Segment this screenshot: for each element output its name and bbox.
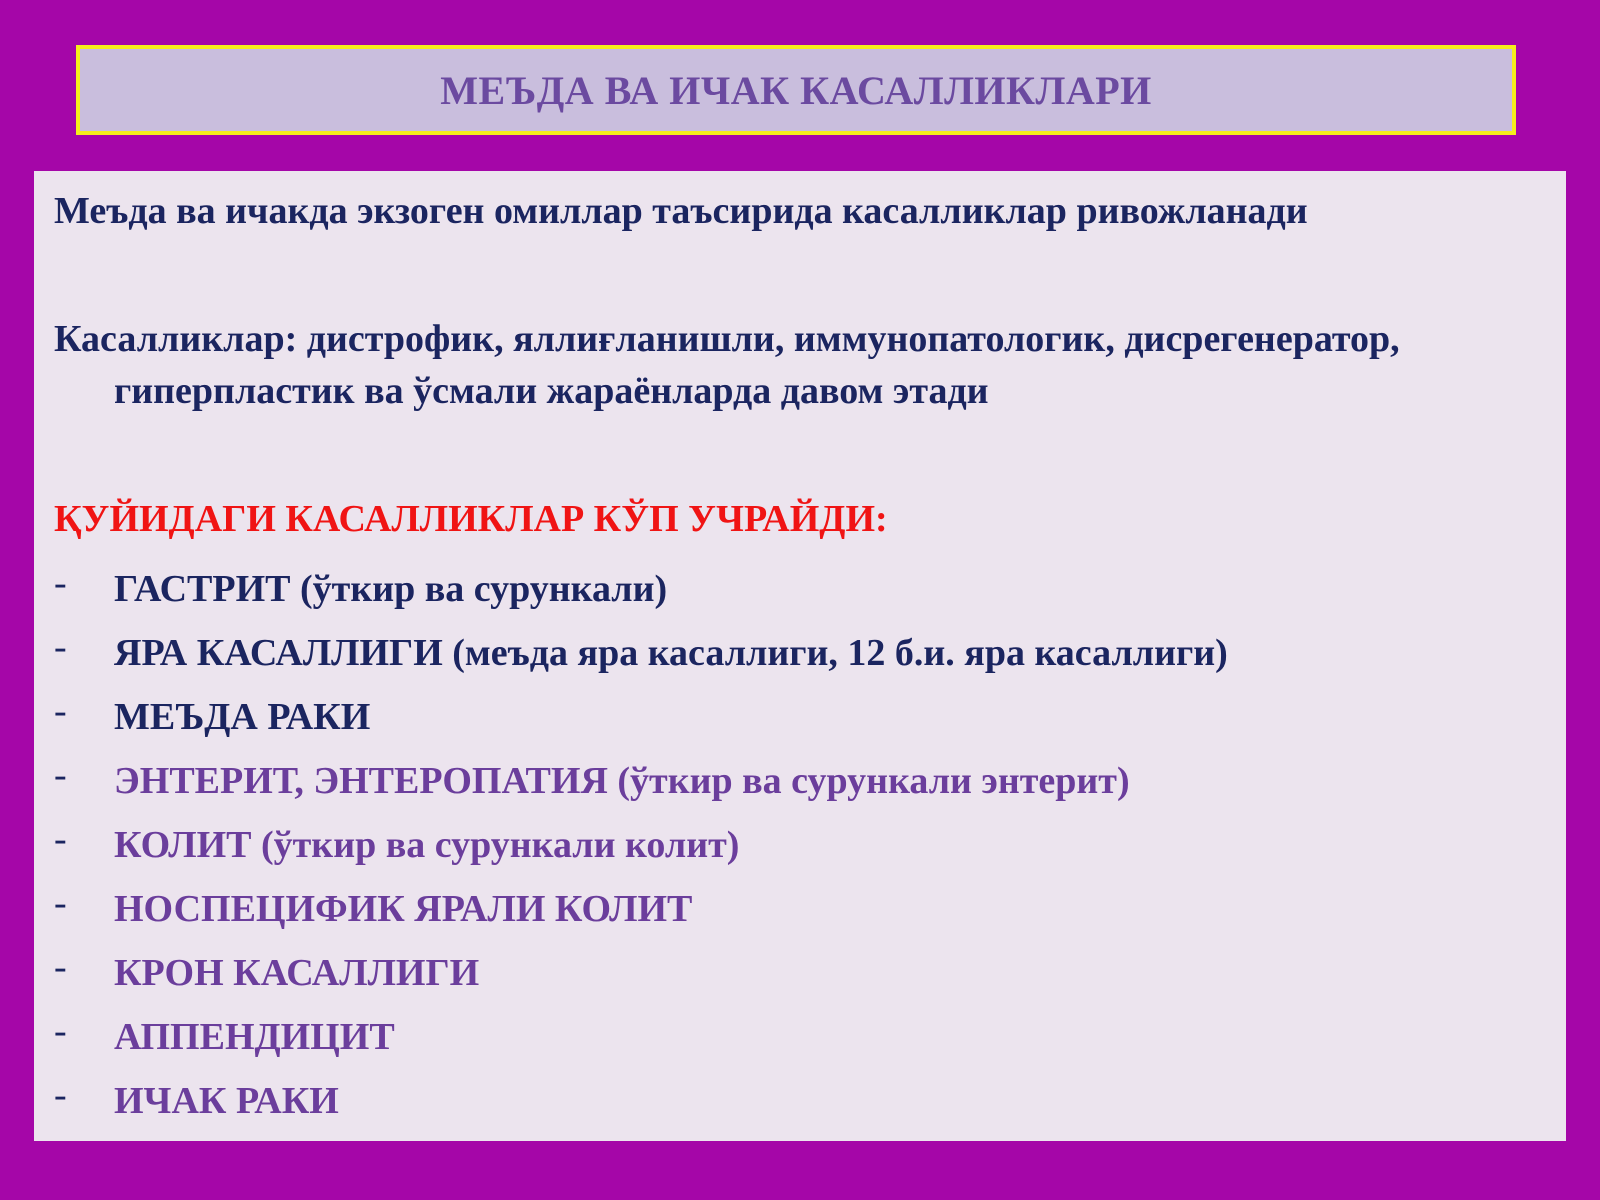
intro-text: Меъда ва ичакда экзоген омиллар таъсирида касалликлар ривожланади bbox=[54, 190, 1308, 232]
dash-bullet: - bbox=[54, 1010, 67, 1052]
list-item-text: НОСПЕЦИФИК ЯРАЛИ КОЛИТ bbox=[114, 888, 693, 930]
dash-bullet: - bbox=[54, 690, 67, 732]
list-item bbox=[54, 749, 1566, 813]
slide-title: МЕЪДА ВА ИЧАК КАСАЛЛИКЛАРИ bbox=[440, 67, 1152, 113]
dash-bullet: - bbox=[54, 562, 67, 604]
diseases-line: Касалликлар: дистрофик, яллиғланишли, иммунопатологик, дисрегенератор, гиперпластик ва ўсмали жараёнларда давом этади bbox=[54, 318, 1400, 412]
list-item bbox=[54, 685, 1566, 749]
list-item bbox=[54, 1005, 1566, 1069]
disease-list bbox=[54, 557, 1566, 1133]
list-item-text: ЭНТЕРИТ, ЭНТЕРОПАТИЯ (ўткир ва сурункали энтерит) bbox=[114, 760, 1130, 802]
content-panel bbox=[34, 171, 1566, 1141]
list-item-text: КРОН КАСАЛЛИГИ bbox=[114, 952, 480, 994]
title-box bbox=[76, 45, 1516, 135]
dash-bullet: - bbox=[54, 882, 67, 924]
list-item-text: ЯРА КАСАЛЛИГИ (меъда яра касаллиги, 12 б.и. яра касаллиги) bbox=[114, 632, 1228, 674]
dash-bullet: - bbox=[54, 626, 67, 668]
dash-bullet: - bbox=[54, 754, 67, 796]
list-item bbox=[54, 941, 1566, 1005]
dash-bullet: - bbox=[54, 1074, 67, 1116]
list-item-text: МЕЪДА РАКИ bbox=[114, 696, 371, 738]
dash-bullet: - bbox=[54, 818, 67, 860]
list-item bbox=[54, 557, 1566, 621]
list-item bbox=[54, 1069, 1566, 1133]
list-item bbox=[54, 621, 1566, 685]
list-item-text: КОЛИТ (ўткир ва сурункали колит) bbox=[114, 824, 740, 866]
list-item-text: АППЕНДИЦИТ bbox=[114, 1016, 395, 1058]
list-item-text: ГАСТРИТ (ўткир ва сурункали) bbox=[114, 568, 668, 610]
list-item bbox=[54, 877, 1566, 941]
list-item bbox=[54, 813, 1566, 877]
common-diseases-heading: ҚУЙИДАГИ КАСАЛЛИКЛАР КЎП УЧРАЙДИ: bbox=[54, 498, 888, 540]
dash-bullet: - bbox=[54, 946, 67, 988]
list-item-text: ИЧАК РАКИ bbox=[114, 1080, 339, 1122]
